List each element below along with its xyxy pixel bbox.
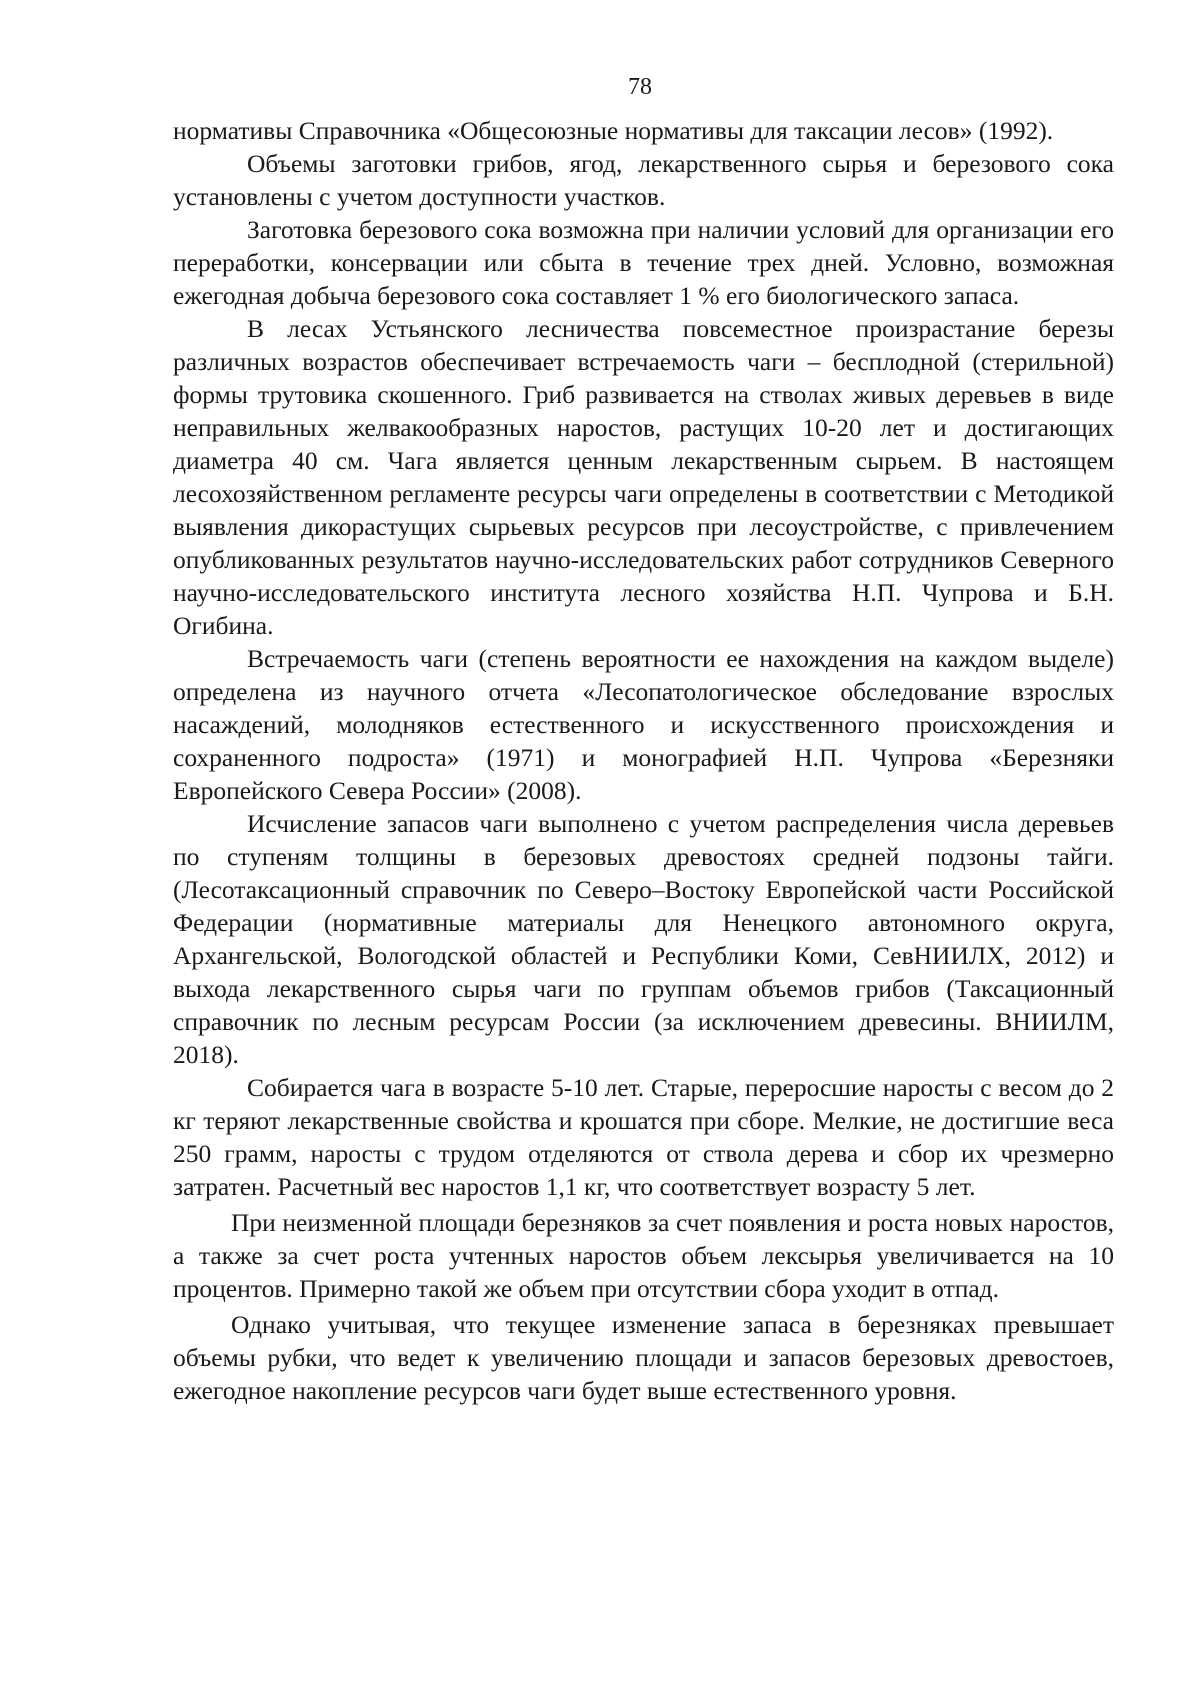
document-body bbox=[173, 114, 1114, 1407]
paragraph-chaga-collection: Собирается чага в возрасте 5-10 лет. Старые, переросшие наросты с весом до 2 кг теряют лекарственные свойства и крошатся при сборе. Мелкие, не достигшие веса 250 грамм, наросты с трудом отделяются от ствола дерева и сбор их чрезмерно затратен. Расчетный вес наростов 1,1 кг, что соответствует возрасту 5 лет. bbox=[173, 1073, 1114, 1201]
paragraph-harvest-volumes: Объемы заготовки грибов, ягод, лекарственного сырья и березового сока установлены с учетом доступности участков. bbox=[173, 149, 1114, 211]
paragraph-birch-sap: Заготовка березового сока возможна при наличии условий для организации его переработки, консервации или сбыта в течение трех дней. Условно, возможная ежегодная добыча березового сока составляет 1 % его биологического запаса. bbox=[173, 215, 1114, 310]
paragraph-continuation: нормативы Справочника «Общесоюзные нормативы для таксации лесов» (1992). bbox=[173, 116, 1054, 145]
page-number: 78 bbox=[628, 74, 652, 100]
paragraph-growth-increase: При неизменной площади березняков за счет появления и роста новых наростов, а также за счет роста учтенных наростов объем лексырья увеличивается на 10 процентов. Примерно такой же объем при отсутствии сбора уходит в отпад. bbox=[173, 1208, 1114, 1303]
paragraph-chaga-occurrence: В лесах Устьянского лесничества повсеместное произрастание березы различных возрастов обеспечивает встречаемость чаги – бесплодной (стерильной) формы трутовика скошенного. Гриб развивается на стволах живых деревьев в виде неправильных желвакообразных наростов, растущих 10-20 лет и достигающих диаметра 40 см. Чага является ценным лекарственным сырьем. В настоящем лесохозяйственном регламенте ресурсы чаги определены в соответствии с Методикой выявления дикорастущих сырьевых ресурсов при лесоустройстве, с привлечением опубликованных результатов научно-исследовательских работ сотрудников Северного научно-исследовательского института лесного хозяйства Н.П. Чупрова и Б.Н. Огибина. bbox=[173, 314, 1114, 640]
paragraph-resource-accumulation: Однако учитывая, что текущее изменение запаса в березняках превышает объемы рубки, что ведет к увеличению площади и запасов березовых древостоев, ежегодное накопление ресурсов чаги будет выше естественного уровня. bbox=[173, 1310, 1114, 1405]
paragraph-chaga-frequency: Встречаемость чаги (степень вероятности ее нахождения на каждом выделе) определена из научного отчета «Лесопатологическое обследование взрослых насаждений, молодняков естественного и искусственного происхождения и сохраненного подроста» (1971) и монографией Н.П. Чупрова «Березняки Европейского Севера России» (2008). bbox=[173, 644, 1114, 805]
paragraph-chaga-stock-calculation: Исчисление запасов чаги выполнено с учетом распределения числа деревьев по ступеням толщины в березовых древостоях средней подзоны тайги. (Лесотаксационный справочник по Северо–Востоку Европейской части Российской Федерации (нормативные материалы для Ненецкого автономного округа, Архангельской, Вологодской областей и Республики Коми, СевНИИЛХ, 2012) и выхода лекарственного сырья чаги по группам объемов грибов (Таксационный справочник по лесным ресурсам России (за исключением древесины. ВНИИЛМ, 2018). bbox=[173, 809, 1114, 1069]
